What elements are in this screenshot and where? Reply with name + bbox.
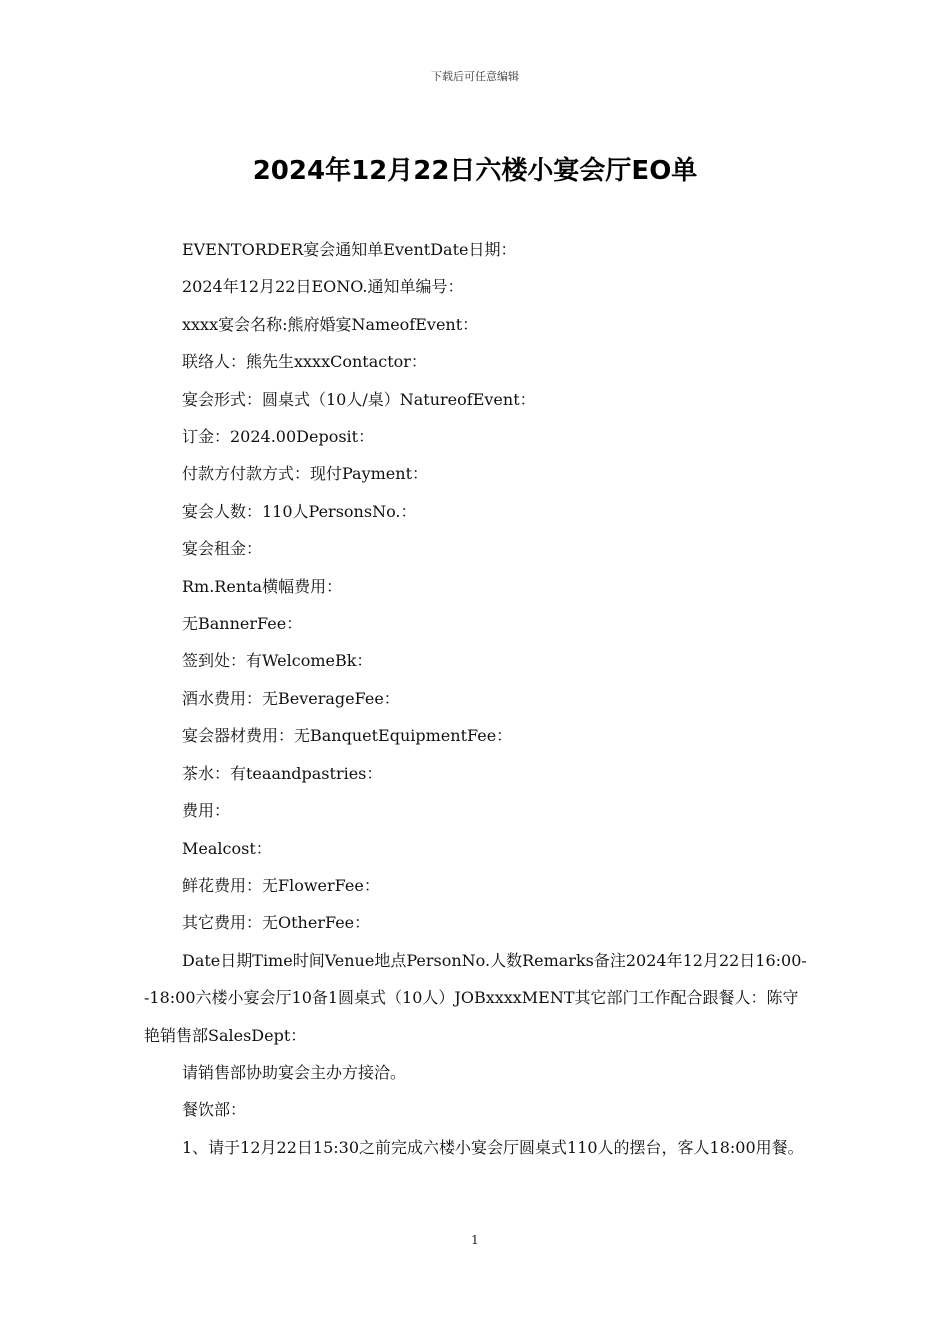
paragraph: Date日期Time时间Venue地点PersonNo.人数Remarks备注2024年12月22日16:00--18:00六楼小宴会厅10备1圆桌式（10人）JOBxxxxMENT其它部门工作配合跟餐人：陈守艳销售部SalesDept： [144, 950, 807, 1045]
paragraph: 茶水：有teaandpastries： [182, 763, 383, 783]
paragraph: 其它费用：无OtherFee： [182, 913, 371, 933]
paragraph: 联络人：熊先生xxxxContactor： [182, 352, 427, 372]
paragraph: EVENTORDER宴会通知单EventDate日期： [182, 240, 517, 259]
paragraph: xxxx宴会名称:熊府婚宴NameofEvent： [182, 314, 479, 334]
paragraph: 宴会形式：圆桌式（10人/桌）NatureofEvent： [182, 389, 536, 409]
paragraph: 宴会器材费用：无BanquetEquipmentFee： [182, 726, 513, 746]
paragraph: 宴会租金： [182, 539, 263, 559]
paragraph: 鲜花费用：无FlowerFee： [182, 875, 380, 895]
page-number: 1 [471, 1233, 479, 1247]
paragraph: 订金：2024.00Deposit： [182, 427, 375, 447]
paragraph: Mealcost： [182, 838, 272, 858]
paragraph: 付款方付款方式：现付Payment： [182, 464, 429, 484]
header-note: 下载后可任意编辑 [431, 70, 519, 83]
paragraph: 酒水费用：无BeverageFee： [182, 688, 400, 708]
paragraph: 请销售部协助宴会主办方接洽。 [182, 1062, 407, 1082]
paragraph: 无BannerFee： [182, 614, 303, 634]
paragraph: 费用： [182, 801, 231, 821]
paragraph: Rm.Renta横幅费用： [182, 576, 343, 596]
paragraph: 餐饮部： [182, 1100, 247, 1120]
paragraph: 签到处：有WelcomeBk： [182, 651, 373, 671]
paragraph: 宴会人数：110人PersonsNo.： [182, 501, 417, 521]
paragraph: 1、请于12月22日15:30之前完成六楼小宴会厅圆桌式110人的摆台，客人18:00用餐。 [182, 1137, 804, 1157]
paragraph: 2024年12月22日EONO.通知单编号： [182, 277, 464, 297]
document-body [144, 231, 808, 1166]
document-title: 2024年12月22日六楼小宴会厅EO单 [252, 156, 698, 186]
